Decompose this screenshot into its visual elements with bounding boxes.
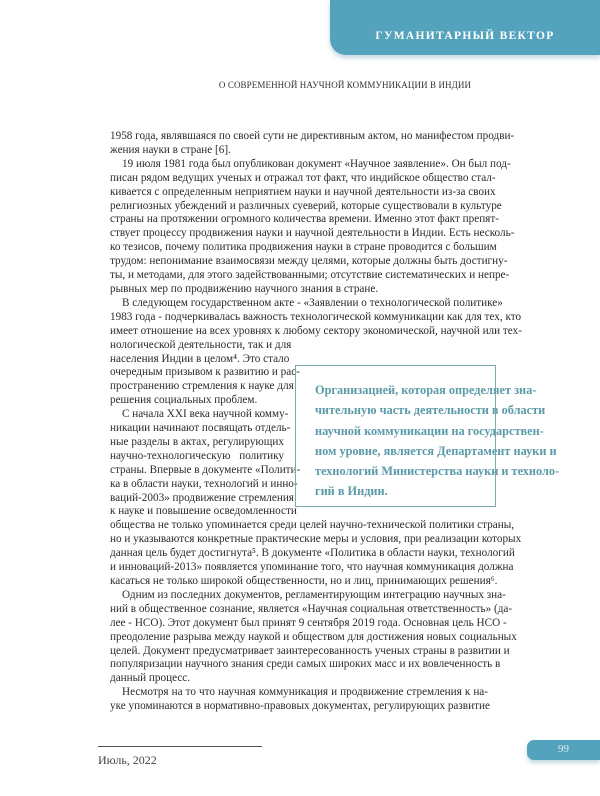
text-line: популяризации научного знания среди самых широких масс и их вовлеченность в [110, 658, 501, 671]
text-line: к науке и повышение осведомленности [110, 505, 297, 518]
text-line: пространению стремления к науке для [110, 380, 294, 393]
footer-rule [98, 746, 262, 747]
text-line: но и указываются конкретные практические меры и условия, при реализации которых [110, 533, 522, 546]
text-line: С начала XXI века научной комму- [122, 408, 289, 421]
page-number: 99 [558, 743, 569, 755]
text-line: имеет отношение на всех уровнях к любому сектору экономической, научной или тех- [110, 324, 522, 337]
paragraph [110, 588, 517, 686]
text-line: данная цель будет достигнута⁵. В документе «Политика в области науки, технологий [110, 547, 515, 560]
running-title: О СОВРЕМЕННОЙ НАУЧНОЙ КОММУНИКАЦИИ В ИНДИИ [218, 80, 472, 90]
pull-quote-box [295, 365, 560, 507]
pull-quote-text: Организацией, которая определяет зна- чительную часть деятельности в области научной коммуникации на государствен- ном уровне, является Департамент науки и технологий Министерства науки и техноло- гий в Индии. [315, 383, 560, 499]
text-line: научно-технологическую политику [110, 449, 284, 462]
text-line: ко тезисов, почему политика продвижения науки в стране проводится с большим [110, 241, 497, 254]
text-line: ваций-2003» продвижение стремления [110, 491, 294, 504]
text-line: и инноваций-2013» появляется упоминание того, что научная коммуникация должна [110, 561, 514, 574]
text-line: писан рядом ведущих ученых и отражал тот факт, что индийское общество стал- [110, 171, 496, 184]
text-line: Одним из последних документов, регламентирующим интеграцию научных зна- [122, 588, 506, 601]
section-tab [330, 0, 600, 55]
text-line: трудом: непонимание взаимосвязи между целями, которые должны быть достигну- [110, 255, 508, 268]
text-line: ные разделы в актах, регулирующих [110, 435, 284, 448]
text-line: ствует процессу продвижения науки и научной деятельности в Индии. Есть несколь- [110, 227, 515, 240]
text-line: 1958 года, являвшаяся по своей сути не директивным актом, но манифестом продви- [110, 130, 515, 142]
footer-date: Июль, 2022 [98, 753, 157, 767]
section-tab-label: ГУМАНИТАРНЫЙ ВЕКТОР [375, 30, 555, 42]
text-line: общества не только упоминается среди целей научно-технической политики страны, [110, 519, 515, 532]
text-line: Несмотря на то что научная коммуникация и продвижение стремления к на- [122, 686, 488, 699]
text-line: ний в общественное сознание, является «Научная социальная ответственность» (да- [110, 602, 513, 615]
text-line: никации начинают посвящать отдель- [110, 422, 291, 435]
text-line: лее - НСО). Этот документ был принят 9 сентября 2019 года. Основная цель НСО - [110, 616, 507, 629]
paragraph [110, 130, 515, 158]
text-line: ты, и методами, для этого задействованными; отсутствие систематических и непре- [110, 269, 510, 282]
text-line: данный процесс. [110, 672, 191, 685]
text-line: касаться не только широкой общественности, но и лиц, принимающих решения⁶. [110, 575, 498, 587]
paragraph [110, 157, 515, 297]
text-line: В следующем государственном акте - «Заявлении о технологической политике» [122, 296, 503, 309]
text-line: нологической деятельности, так и для [110, 338, 292, 351]
paragraph [110, 686, 488, 714]
text-line: 19 июля 1981 года был опубликован документ «Научное заявление». Он был под- [122, 157, 511, 170]
text-line: решения социальных проблем. [110, 394, 258, 407]
text-line: ка в области науки, технологий и инно- [110, 477, 298, 490]
text-line: населения Индии в целом⁴. Это стало [110, 352, 290, 365]
text-line: страны на протяжении огромного количества времени. Именно этот факт препят- [110, 213, 499, 226]
text-line: страны. Впервые в документе «Полити- [110, 463, 301, 476]
text-line: религиозных убеждений и различных суеверий, которые существовали в культуре [110, 199, 502, 212]
text-line: 1983 года - подчеркивалась важность технологической коммуникации как для тех, кто [110, 310, 522, 323]
text-line: очередным призывом к развитию и рас- [110, 366, 300, 379]
text-line: целей. Документ предусматривает заинтересованность ученых страны в развитии и [110, 644, 510, 657]
text-line: жения науки в стране [6]. [110, 143, 231, 156]
text-line: рывных мер по продвижению научного знания в стране. [110, 282, 379, 295]
text-line: преодоление разрыва между наукой и обществом для достижения новых социальных [110, 630, 517, 643]
text-line: уке упоминаются в нормативно-правовых документах, регулирующих развитие [110, 700, 490, 713]
page-number-tab [527, 740, 600, 760]
text-line: кивается с определенным неприятием науки и научной деятельности из-за своих [110, 185, 496, 198]
